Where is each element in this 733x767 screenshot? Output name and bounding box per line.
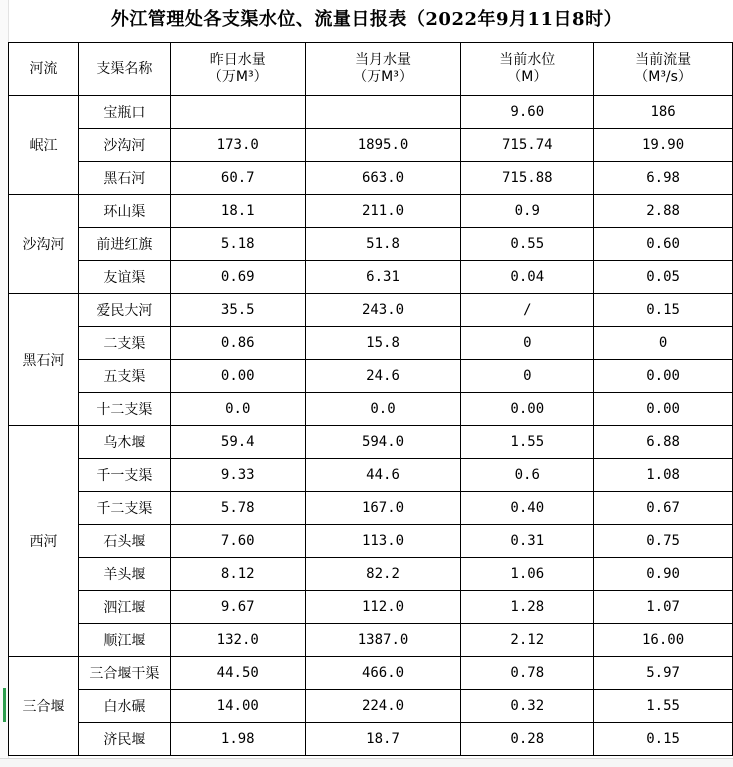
- water-level-cell[interactable]: 2.12: [461, 624, 594, 657]
- table-row: [9, 459, 733, 492]
- yesterday-volume-cell[interactable]: 7.60: [170, 525, 305, 558]
- table-row: [9, 162, 733, 195]
- flow-rate-cell[interactable]: 0: [594, 327, 733, 360]
- river-cell[interactable]: 三合堰: [9, 657, 79, 756]
- yesterday-volume-cell[interactable]: 9.67: [170, 591, 305, 624]
- table-body: [9, 96, 733, 756]
- month-volume-cell[interactable]: 224.0: [305, 690, 461, 723]
- canal-name-cell[interactable]: 三合堰干渠: [78, 657, 170, 690]
- flow-rate-cell[interactable]: 0.67: [594, 492, 733, 525]
- water-level-cell[interactable]: 1.55: [461, 426, 594, 459]
- yesterday-volume-cell[interactable]: 1.98: [170, 723, 305, 756]
- yesterday-volume-cell[interactable]: 0.69: [170, 261, 305, 294]
- table-row: [9, 129, 733, 162]
- month-volume-cell[interactable]: 594.0: [305, 426, 461, 459]
- water-level-cell[interactable]: 715.74: [461, 129, 594, 162]
- table-row: [9, 525, 733, 558]
- flow-rate-cell[interactable]: 1.55: [594, 690, 733, 723]
- flow-rate-cell[interactable]: 1.07: [594, 591, 733, 624]
- table-row: [9, 228, 733, 261]
- header-river[interactable]: 河流: [9, 43, 79, 96]
- yesterday-volume-cell[interactable]: 60.7: [170, 162, 305, 195]
- month-volume-cell[interactable]: 15.8: [305, 327, 461, 360]
- yesterday-volume-cell[interactable]: 44.50: [170, 657, 305, 690]
- flow-rate-cell[interactable]: 1.08: [594, 459, 733, 492]
- flow-rate-cell[interactable]: 0.00: [594, 360, 733, 393]
- canal-name-cell[interactable]: 石头堰: [78, 525, 170, 558]
- month-volume-cell[interactable]: 466.0: [305, 657, 461, 690]
- water-level-cell[interactable]: 0: [461, 327, 594, 360]
- canal-name-cell[interactable]: 白水碾: [78, 690, 170, 723]
- header-level[interactable]: 当前水位 （M）: [461, 43, 594, 96]
- yesterday-volume-cell[interactable]: 173.0: [170, 129, 305, 162]
- table-row: [9, 261, 733, 294]
- header-flow[interactable]: 当前流量 （M³/s）: [594, 43, 733, 96]
- month-volume-cell[interactable]: 1387.0: [305, 624, 461, 657]
- table-row: [9, 360, 733, 393]
- table-row: [9, 195, 733, 228]
- canal-name-cell[interactable]: 爱民大河: [78, 294, 170, 327]
- flow-rate-cell[interactable]: 2.88: [594, 195, 733, 228]
- yesterday-volume-cell[interactable]: 59.4: [170, 426, 305, 459]
- water-level-cell[interactable]: 1.28: [461, 591, 594, 624]
- month-volume-cell[interactable]: 24.6: [305, 360, 461, 393]
- flow-rate-cell[interactable]: 5.97: [594, 657, 733, 690]
- water-level-cell[interactable]: 1.06: [461, 558, 594, 591]
- month-volume-cell[interactable]: 44.6: [305, 459, 461, 492]
- yesterday-volume-cell[interactable]: 18.1: [170, 195, 305, 228]
- water-level-cell[interactable]: 0.00: [461, 393, 594, 426]
- header-canal[interactable]: 支渠名称: [78, 43, 170, 96]
- table-row: [9, 723, 733, 756]
- canal-name-cell[interactable]: 羊头堰: [78, 558, 170, 591]
- flow-rate-cell[interactable]: 186: [594, 96, 733, 129]
- water-level-cell[interactable]: 0: [461, 360, 594, 393]
- water-level-cell[interactable]: /: [461, 294, 594, 327]
- canal-name-cell[interactable]: 十二支渠: [78, 393, 170, 426]
- table-row: [9, 294, 733, 327]
- canal-name-cell[interactable]: 乌木堰: [78, 426, 170, 459]
- water-level-cell[interactable]: 0.9: [461, 195, 594, 228]
- yesterday-volume-cell[interactable]: 132.0: [170, 624, 305, 657]
- table-row: [9, 558, 733, 591]
- report-table: [8, 42, 733, 756]
- table-row: [9, 624, 733, 657]
- month-volume-cell[interactable]: 113.0: [305, 525, 461, 558]
- canal-name-cell[interactable]: 前进红旗: [78, 228, 170, 261]
- canal-name-cell[interactable]: 泗江堰: [78, 591, 170, 624]
- river-cell[interactable]: 黑石河: [9, 294, 79, 426]
- water-level-cell[interactable]: 715.88: [461, 162, 594, 195]
- month-volume-cell[interactable]: 1895.0: [305, 129, 461, 162]
- month-volume-cell[interactable]: 0.0: [305, 393, 461, 426]
- table-row: [9, 426, 733, 459]
- canal-name-cell[interactable]: 沙沟河: [78, 129, 170, 162]
- canal-name-cell[interactable]: 顺江堰: [78, 624, 170, 657]
- table-row: [9, 657, 733, 690]
- selected-row-marker: [3, 688, 6, 722]
- table-row: [9, 591, 733, 624]
- yesterday-volume-cell[interactable]: 0.86: [170, 327, 305, 360]
- water-level-cell[interactable]: 0.78: [461, 657, 594, 690]
- river-cell[interactable]: 岷江: [9, 96, 79, 195]
- water-level-cell[interactable]: 0.31: [461, 525, 594, 558]
- month-volume-cell[interactable]: 6.31: [305, 261, 461, 294]
- water-level-cell[interactable]: 0.32: [461, 690, 594, 723]
- table-row: [9, 492, 733, 525]
- month-volume-cell[interactable]: 82.2: [305, 558, 461, 591]
- yesterday-volume-cell[interactable]: 8.12: [170, 558, 305, 591]
- yesterday-volume-cell[interactable]: 9.33: [170, 459, 305, 492]
- water-level-cell[interactable]: 0.40: [461, 492, 594, 525]
- flow-rate-cell[interactable]: 0.75: [594, 525, 733, 558]
- yesterday-volume-cell[interactable]: 35.5: [170, 294, 305, 327]
- canal-name-cell[interactable]: 友谊渠: [78, 261, 170, 294]
- yesterday-volume-cell[interactable]: 0.00: [170, 360, 305, 393]
- page-title: 外江管理处各支渠水位、流量日报表（2022年9月11日8时）: [110, 9, 623, 30]
- flow-rate-cell[interactable]: 6.98: [594, 162, 733, 195]
- yesterday-volume-cell[interactable]: 5.18: [170, 228, 305, 261]
- yesterday-volume-cell[interactable]: 5.78: [170, 492, 305, 525]
- canal-name-cell[interactable]: 济民堰: [78, 723, 170, 756]
- yesterday-volume-cell[interactable]: 14.00: [170, 690, 305, 723]
- yesterday-volume-cell[interactable]: 0.0: [170, 393, 305, 426]
- flow-rate-cell[interactable]: 16.00: [594, 624, 733, 657]
- water-level-cell[interactable]: 0.6: [461, 459, 594, 492]
- month-volume-cell[interactable]: 167.0: [305, 492, 461, 525]
- flow-rate-cell[interactable]: 19.90: [594, 129, 733, 162]
- water-level-cell[interactable]: 0.55: [461, 228, 594, 261]
- header-yesterday[interactable]: 昨日水量 （万M³）: [170, 43, 305, 96]
- month-volume-cell[interactable]: 18.7: [305, 723, 461, 756]
- table-row: [9, 327, 733, 360]
- canal-name-cell[interactable]: 千二支渠: [78, 492, 170, 525]
- canal-name-cell[interactable]: 二支渠: [78, 327, 170, 360]
- flow-rate-cell[interactable]: 0.05: [594, 261, 733, 294]
- canal-name-cell[interactable]: 千一支渠: [78, 459, 170, 492]
- canal-name-cell[interactable]: 环山渠: [78, 195, 170, 228]
- header-month[interactable]: 当月水量 （万M³）: [305, 43, 461, 96]
- flow-rate-cell[interactable]: 0.00: [594, 393, 733, 426]
- flow-rate-cell[interactable]: 0.15: [594, 294, 733, 327]
- yesterday-volume-cell[interactable]: [170, 96, 305, 129]
- month-volume-cell[interactable]: 211.0: [305, 195, 461, 228]
- river-cell[interactable]: 沙沟河: [9, 195, 79, 294]
- month-volume-cell[interactable]: 243.0: [305, 294, 461, 327]
- flow-rate-cell[interactable]: 0.60: [594, 228, 733, 261]
- month-volume-cell[interactable]: 51.8: [305, 228, 461, 261]
- river-cell[interactable]: 西河: [9, 426, 79, 657]
- water-level-cell[interactable]: 0.28: [461, 723, 594, 756]
- canal-name-cell[interactable]: 宝瓶口: [78, 96, 170, 129]
- header-row: [9, 43, 733, 96]
- water-level-cell[interactable]: 9.60: [461, 96, 594, 129]
- canal-name-cell[interactable]: 黑石河: [78, 162, 170, 195]
- water-level-cell[interactable]: 0.04: [461, 261, 594, 294]
- month-volume-cell[interactable]: 112.0: [305, 591, 461, 624]
- month-volume-cell[interactable]: [305, 96, 461, 129]
- flow-rate-cell[interactable]: 6.88: [594, 426, 733, 459]
- flow-rate-cell[interactable]: 0.15: [594, 723, 733, 756]
- table-row: [9, 393, 733, 426]
- table-row: [9, 690, 733, 723]
- month-volume-cell[interactable]: 663.0: [305, 162, 461, 195]
- canal-name-cell[interactable]: 五支渠: [78, 360, 170, 393]
- table-row: [9, 96, 733, 129]
- flow-rate-cell[interactable]: 0.90: [594, 558, 733, 591]
